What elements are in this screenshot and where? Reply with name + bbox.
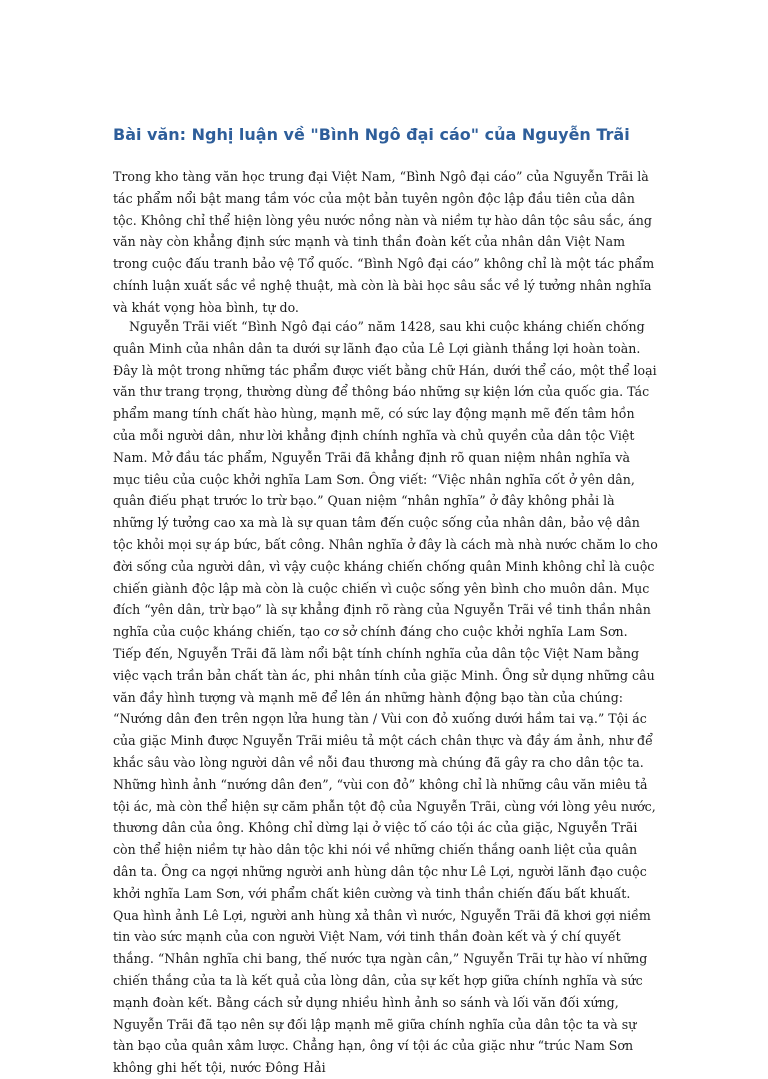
document-title: Bài văn: Nghị luận về "Bình Ngô đại cáo" của Nguyễn Trãi	[113, 125, 630, 144]
intro-paragraph: Trong kho tàng văn học trung đại Việt Nam, “Bình Ngô đại cáo” của Nguyễn Trãi là tác phẩm nổi bật mang tầm vóc của một bản tuyên ngôn độc lập đầu tiên của dân tộc. Không chỉ thể hiện lòng yêu nước nồng nàn và niềm tự hào dân tộc sâu sắc, áng văn này còn khẳng định sức mạnh và tinh thần đoàn kết của nhân dân Việt Nam trong cuộc đấu tranh bảo vệ Tổ quốc. “Bình Ngô đại cáo” không chỉ là một tác phẩm chính luận xuất sắc về nghệ thuật, mà còn là bài học sâu sắc về lý tưởng nhân nghĩa và khát vọng hòa bình, tự do.	[113, 169, 655, 315]
body-paragraph: Nguyễn Trãi viết “Bình Ngô đại cáo” năm 1428, sau khi cuộc kháng chiến chống quân Minh của nhân dân ta dưới sự lãnh đạo của Lê Lợi giành thắng lợi hoàn toàn. Đây là một trong những tác phẩm được viết bằng chữ Hán, dưới thể cáo, một thể loại văn thư trang trọng, thường dùng để thông báo những sự kiện lớn của quốc gia. Tác phẩm mang tính chất hào hùng, mạnh mẽ, có sức lay động mạnh mẽ đến tâm hồn của mỗi người dân, như lời khẳng định chính nghĩa và chủ quyền của dân tộc Việt Nam. Mở đầu tác phẩm, Nguyễn Trãi đã khẳng định rõ quan niệm nhân nghĩa và mục tiêu của cuộc khởi nghĩa Lam Sơn. Ông viết: “Việc nhân nghĩa cốt ở yên dân, quân điếu phạt trước lo trừ bạo.” Quan niệm “nhân nghĩa” ở đây không phải là những lý tưởng cao xa mà là sự quan tâm đến cuộc sống của nhân dân, bảo vệ dân tộc khỏi mọi sự áp bức, bất công. Nhân nghĩa ở đây là cách mà nhà nước chăm lo cho đời sống của người dân, vì vậy cuộc kháng chiến chống quân Minh không chỉ là cuộc chiến giành độc lập mà còn là cuộc chiến vì cuộc sống yên bình cho muôn dân. Mục đích “yên dân, trừ bạo” là sự khẳng định rõ ràng của Nguyễn Trãi về tinh thần nhân nghĩa của cuộc kháng chiến, tạo cơ sở chính đáng cho cuộc khởi nghĩa Lam Sơn. Tiếp đến, Nguyễn Trãi đã làm nổi bật tính chính nghĩa của dân tộc Việt Nam bằng việc vạch trần bản chất tàn ác, phi nhân tính của giặc Minh. Ông sử dụng những câu văn đầy hình tượng và mạnh mẽ để lên án những hành động bạo tàn của chúng: “Nướng dân đen trên ngọn lửa hung tàn / Vùi con đỏ xuống dưới hầm tai vạ.” Tội ác của giặc Minh được Nguyễn Trãi miêu tả một cách chân thực và đầy ám ảnh, như để khắc sâu vào lòng người dân về nỗi đau thương mà chúng đã gây ra cho dân tộc ta. Những hình ảnh “nướng dân đen”, “vùi con đỏ” không chỉ là những câu văn miêu tả tội ác, mà còn thể hiện sự căm phẫn tột độ của Nguyễn Trãi, cùng với lòng yêu nước, thương dân của ông. Không chỉ dừng lại ở việc tố cáo tội ác của giặc, Nguyễn Trãi còn thể hiện niềm tự hào dân tộc khi nói về những chiến thắng oanh liệt của quân dân ta. Ông ca ngợi những người anh hùng dân tộc như Lê Lợi, người lãnh đạo cuộc khởi nghĩa Lam Sơn, với phẩm chất kiên cường và tinh thần chiến đấu bất khuất. Qua hình ảnh Lê Lợi, người anh hùng xả thân vì nước, Nguyễn Trãi đã khơi gợi niềm tin vào sức mạnh của con người Việt Nam, với tinh thần đoàn kết và ý chí quyết thắng. “Nhân nghĩa chi bang, thế nước tựa ngàn cân,” Nguyễn Trãi tự hào ví những chiến thắng của ta là kết quả của lòng dân, của sự kết hợp giữa chính nghĩa và sức mạnh đoàn kết. Bằng cách sử dụng nhiều hình ảnh so sánh và lối văn đối xứng, Nguyễn Trãi đã tạo nên sự đối lập mạnh mẽ giữa chính nghĩa của dân tộc ta và sự tàn bạo của quân xâm lược. Chẳng hạn, ông ví tội ác của giặc như “trúc Nam Sơn không ghi hết tội, nước Đông Hải	[113, 319, 658, 1076]
